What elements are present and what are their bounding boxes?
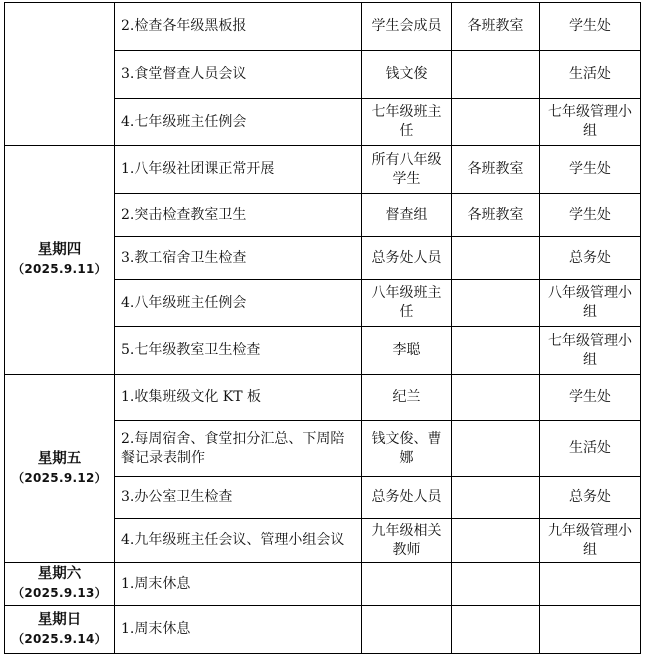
- person-cell: 九年级相关教师: [362, 519, 452, 563]
- place-cell: [452, 51, 540, 99]
- person-cell: 钱文俊: [362, 51, 452, 99]
- dept-cell: 生活处: [540, 51, 641, 99]
- day-date: （2025.9.14）: [12, 631, 107, 646]
- table-row: [5, 563, 641, 606]
- day-cell-sunday: [5, 606, 115, 654]
- task-cell: 3.食堂督查人员会议: [115, 51, 362, 99]
- task-cell: 2.突击检查教室卫生: [115, 194, 362, 237]
- task-cell: 2.每周宿舍、食堂扣分汇总、下周陪餐记录表制作: [115, 421, 362, 477]
- task-cell: 4.八年级班主任例会: [115, 280, 362, 327]
- dept-cell: 学生处: [540, 146, 641, 194]
- table-row: [5, 606, 641, 654]
- day-date: （2025.9.11）: [12, 262, 107, 276]
- dept-cell: [540, 563, 641, 606]
- table-row: [5, 146, 641, 194]
- place-cell: [452, 280, 540, 327]
- task-cell: 5.七年级教室卫生检查: [115, 327, 362, 375]
- person-cell: 钱文俊、曹娜: [362, 421, 452, 477]
- dept-cell: [540, 606, 641, 654]
- dept-cell: 七年级管理小组: [540, 99, 641, 146]
- place-cell: 各班教室: [452, 194, 540, 237]
- task-cell: 4.九年级班主任会议、管理小组会议: [115, 519, 362, 563]
- task-cell: 3.教工宿舍卫生检查: [115, 237, 362, 280]
- person-cell: [362, 563, 452, 606]
- place-cell: [452, 237, 540, 280]
- person-cell: 纪兰: [362, 375, 452, 421]
- day-date: （2025.9.12）: [12, 470, 107, 485]
- place-cell: [452, 477, 540, 519]
- person-cell: 所有八年级学生: [362, 146, 452, 194]
- person-cell: 总务处人员: [362, 477, 452, 519]
- place-cell: [452, 99, 540, 146]
- place-cell: [452, 563, 540, 606]
- task-cell: 4.七年级班主任例会: [115, 99, 362, 146]
- place-cell: 各班教室: [452, 146, 540, 194]
- place-cell: 各班教室: [452, 3, 540, 51]
- table-row: [5, 3, 641, 51]
- day-name: 星期日: [37, 611, 82, 628]
- day-name: 星期四: [37, 242, 82, 258]
- dept-cell: 总务处: [540, 237, 641, 280]
- task-cell: 1.八年级社团课正常开展: [115, 146, 362, 194]
- place-cell: [452, 606, 540, 654]
- person-cell: 七年级班主任: [362, 99, 452, 146]
- person-cell: 李聪: [362, 327, 452, 375]
- dept-cell: 九年级管理小组: [540, 519, 641, 563]
- task-cell: 3.办公室卫生检查: [115, 477, 362, 519]
- person-cell: 八年级班主任: [362, 280, 452, 327]
- dept-cell: 学生处: [540, 375, 641, 421]
- day-cell-continued: [5, 3, 115, 146]
- dept-cell: 生活处: [540, 421, 641, 477]
- person-cell: 总务处人员: [362, 237, 452, 280]
- place-cell: [452, 327, 540, 375]
- dept-cell: 总务处: [540, 477, 641, 519]
- day-cell-friday: [5, 375, 115, 563]
- day-date: （2025.9.13）: [12, 586, 107, 600]
- dept-cell: 学生处: [540, 194, 641, 237]
- place-cell: [452, 421, 540, 477]
- person-cell: 督查组: [362, 194, 452, 237]
- schedule-table: [4, 2, 641, 654]
- day-name: 星期五: [37, 450, 82, 467]
- dept-cell: 八年级管理小组: [540, 280, 641, 327]
- task-cell: 1.周末休息: [115, 606, 362, 654]
- day-cell-saturday: [5, 563, 115, 606]
- person-cell: 学生会成员: [362, 3, 452, 51]
- place-cell: [452, 519, 540, 563]
- dept-cell: 七年级管理小组: [540, 327, 641, 375]
- task-cell: 1.收集班级文化 KT 板: [115, 375, 362, 421]
- place-cell: [452, 375, 540, 421]
- dept-cell: 学生处: [540, 3, 641, 51]
- task-cell: 2.检查各年级黑板报: [115, 3, 362, 51]
- day-name: 星期六: [37, 566, 82, 582]
- day-cell-thursday: [5, 146, 115, 375]
- table-row: [5, 375, 641, 421]
- person-cell: [362, 606, 452, 654]
- task-cell: 1.周末休息: [115, 563, 362, 606]
